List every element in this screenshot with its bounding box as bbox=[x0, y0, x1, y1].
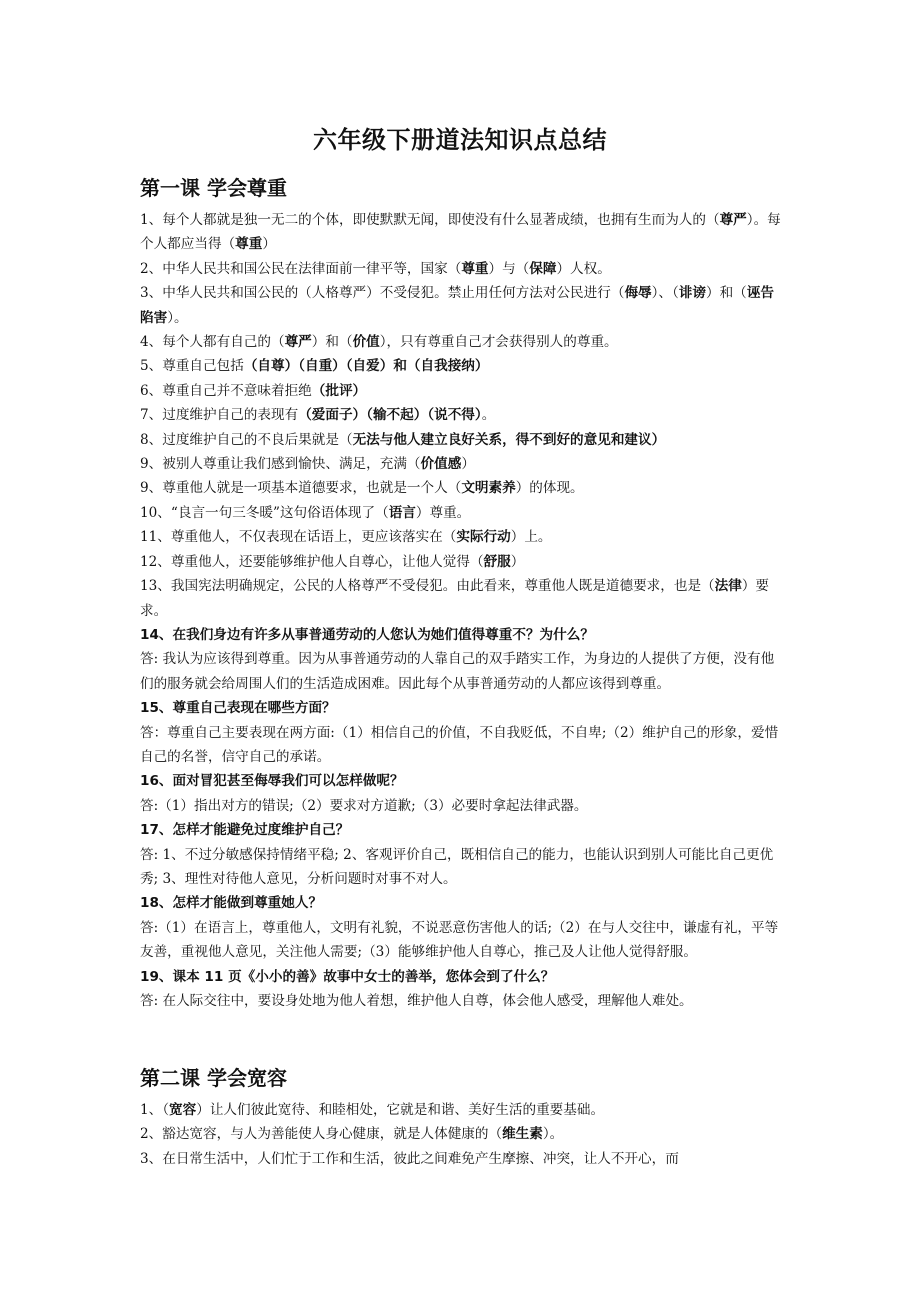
item-keyword: 诬告陷害 bbox=[140, 285, 774, 326]
item-text: ）人权。 bbox=[556, 260, 611, 277]
item-keyword: 保障 bbox=[529, 260, 557, 277]
answer: 答：尊重自己主要表现在两方面:（1）相信自己的价值，不自我贬低，不自卑;（2）维护自己的形象，爱惜自己的名誉，信守自己的承诺。 bbox=[140, 724, 779, 765]
item-text: 每个人都就是独一无二的个体，即使默默无闻，即使没有什么显著成绩，也拥有生而为人的（ bbox=[162, 212, 720, 228]
list-item bbox=[140, 403, 785, 427]
item-text: ）尊重。 bbox=[415, 504, 471, 521]
item-keyword: 法律 bbox=[714, 578, 742, 595]
item-number: 2、 bbox=[140, 260, 163, 277]
list-item bbox=[140, 452, 785, 476]
lesson-2-items bbox=[140, 1098, 785, 1171]
item-number: 4、 bbox=[140, 334, 163, 351]
item-text: 尊重自己并不意味着拒绝 bbox=[162, 382, 312, 399]
item-keyword: 尊重 bbox=[461, 260, 489, 277]
item-keyword: 侮辱 bbox=[624, 285, 652, 302]
question: 17、怎样才能避免过度维护自己？ bbox=[140, 822, 350, 839]
item-keyword: 文明素养 bbox=[461, 480, 516, 497]
section-heading-lesson-1: 第一课 学会尊重 bbox=[140, 176, 287, 200]
item-number: 9、 bbox=[140, 456, 163, 473]
item-text: “良言一句三冬暖”这句俗语体现了（ bbox=[170, 504, 389, 521]
item-text: ） bbox=[510, 553, 525, 570]
item-text: ），只有尊重自己才会获得别人的尊重。 bbox=[379, 334, 618, 351]
answer: 答: 在人际交往中，要设身处地为他人着想，维护他人自尊，体会他人感受，理解他人难处。 bbox=[140, 993, 693, 1009]
item-number: 11、 bbox=[140, 529, 171, 546]
item-keyword: 宽容 bbox=[169, 1102, 197, 1118]
item-number: 8、 bbox=[140, 431, 163, 448]
item-text: ）让人们彼此宽待、和睦相处，它就是和谐、美好生活的重要基础。 bbox=[196, 1102, 605, 1118]
question: 16、面对冒犯甚至侮辱我们可以怎样做呢？ bbox=[140, 773, 404, 790]
list-item bbox=[140, 428, 785, 452]
item-text: 尊重他人，不仅表现在话语上，更应该落实在（ bbox=[170, 529, 457, 546]
question: 14、在我们身边有许多从事普通劳动的人您认为她们值得尊重不？为什么？ bbox=[140, 626, 594, 643]
item-text: 我国宪法明确规定，公民的人格尊严不受侵犯。由此看来，尊重他人既是道德要求，也是（ bbox=[170, 578, 715, 595]
item-keyword: 无法与他人建立良好关系，得不到好的意见和建议） bbox=[352, 431, 666, 448]
list-item bbox=[140, 330, 785, 354]
list-item bbox=[140, 550, 785, 574]
item-number: 1、 bbox=[140, 1102, 163, 1118]
answer: 答:（1）指出对方的错误;（2）要求对方道歉;（3）必要时拿起法律武器。 bbox=[140, 797, 588, 814]
item-text: 中华人民共和国公民的（人格尊严）不受侵犯。禁止用任何方法对公民进行（ bbox=[162, 285, 625, 302]
item-text: 每个人都有自己的（ bbox=[162, 334, 285, 351]
item-text: 尊重自己包括 bbox=[162, 358, 244, 375]
item-text: ）要求。 bbox=[140, 578, 770, 619]
list-item bbox=[140, 208, 785, 257]
list-item bbox=[140, 1122, 785, 1146]
list-item bbox=[140, 281, 785, 330]
list-item bbox=[140, 354, 785, 378]
item-number: 12、 bbox=[140, 553, 171, 570]
item-keyword: 尊重 bbox=[235, 236, 263, 253]
item-text: ）和（ bbox=[706, 285, 747, 302]
item-text: ）、（ bbox=[651, 285, 679, 302]
page-title: 六年级下册道法知识点总结 bbox=[313, 126, 607, 154]
item-text: ）。 bbox=[167, 309, 188, 326]
item-text: ）和（ bbox=[311, 334, 353, 351]
item-number: 1、 bbox=[140, 212, 163, 228]
item-text: ）与（ bbox=[488, 260, 530, 277]
answer: 答: 我认为应该得到尊重。因为从事普通劳动的人靠自己的双手踏实工作，为身边的人提供了方便，没有他们的服务就会给周围人们的生活造成困难。因此每个从事普通劳动的人都应该得到尊重。 bbox=[140, 651, 775, 692]
item-keyword: 价值 bbox=[352, 334, 380, 351]
item-number: 9、 bbox=[140, 480, 163, 497]
item-keyword: 维生素 bbox=[502, 1126, 543, 1143]
item-text: 豁达宽容，与人为善能使人身心健康，就是人体健康的（ bbox=[162, 1126, 503, 1143]
item-number: 3、 bbox=[140, 1150, 163, 1167]
item-number: 13、 bbox=[140, 578, 171, 595]
list-item bbox=[140, 379, 785, 403]
item-keyword: 实际行动 bbox=[456, 529, 511, 546]
section-heading-lesson-2: 第二课 学会宽容 bbox=[140, 1066, 287, 1090]
lesson-1-items bbox=[140, 208, 785, 1013]
item-text: ）。 bbox=[542, 1126, 564, 1143]
item-text: ）上。 bbox=[510, 529, 552, 546]
list-item bbox=[140, 1147, 785, 1171]
item-keyword: 尊严 bbox=[719, 212, 747, 228]
answer: 答: 1、不过分敏感保持情绪平稳; 2、客观评价自己，既相信自己的能力，也能认识到别人可能比自己更优秀; 3、理性对待他人意见，分析问题时对事不对人。 bbox=[140, 846, 774, 887]
item-text: ） bbox=[262, 236, 276, 253]
item-text: 尊重他人就是一项基本道德要求，也就是一个人（ bbox=[162, 480, 462, 497]
item-number: 2、 bbox=[140, 1126, 163, 1143]
item-keyword: 价值感 bbox=[420, 456, 462, 473]
item-text: 过度维护自己的不良后果就是（ bbox=[162, 431, 353, 448]
list-item bbox=[140, 525, 785, 549]
answer: 答:（1）在语言上，尊重他人，文明有礼貌，不说恶意伤害他人的话;（2）在与人交往中，谦虚有礼，平等友善，重视他人意见，关注他人需要;（3）能够维护他人自尊心，推己及人让他人觉得舒服。 bbox=[140, 919, 779, 961]
item-keyword: 语言 bbox=[388, 504, 416, 521]
item-keyword: （爱面子）（输不起）（说不得） bbox=[298, 407, 482, 424]
item-keyword: （批评） bbox=[311, 382, 367, 399]
item-number: 6、 bbox=[140, 382, 163, 399]
list-item bbox=[140, 476, 785, 500]
item-text: 中华人民共和国公民在法律面前一律平等，国家（ bbox=[162, 260, 462, 277]
item-keyword: 舒服 bbox=[483, 553, 511, 570]
item-number: 3、 bbox=[140, 285, 163, 302]
item-number: 7、 bbox=[140, 407, 163, 424]
item-text: 。 bbox=[481, 407, 496, 424]
item-text: 在日常生活中，人们忙于工作和生活，彼此之间难免产生摩擦、冲突，让人不开心，而 bbox=[162, 1150, 679, 1167]
item-text: ）。每个人都应当得（ bbox=[140, 212, 781, 253]
item-text: 被别人尊重让我们感到愉快、满足，充满（ bbox=[162, 456, 421, 473]
item-keyword: 诽谤 bbox=[678, 285, 706, 302]
item-text: ） bbox=[461, 456, 475, 473]
question: 15、尊重自己表现在哪些方面？ bbox=[140, 700, 336, 717]
item-text: 过度维护自己的表现有 bbox=[162, 407, 299, 424]
item-text: （ bbox=[162, 1102, 170, 1118]
question: 19、课本 11 页《小小的善》故事中女士的善举，您体会到了什么？ bbox=[140, 968, 555, 985]
item-number: 5、 bbox=[140, 358, 163, 375]
list-item bbox=[140, 501, 785, 525]
item-text: 尊重他人，还要能够维护他人自尊心，让他人觉得（ bbox=[170, 553, 484, 570]
item-keyword: （自尊）（自重）（自爱）和（自我接纳） bbox=[243, 358, 489, 375]
item-number: 10、 bbox=[140, 504, 171, 521]
item-text: ）的体现。 bbox=[515, 480, 584, 497]
list-item bbox=[140, 257, 785, 281]
item-keyword: 尊严 bbox=[284, 334, 312, 351]
list-item bbox=[140, 574, 785, 623]
question: 18、怎样才能做到尊重她人？ bbox=[140, 895, 323, 912]
list-item bbox=[140, 1098, 785, 1122]
